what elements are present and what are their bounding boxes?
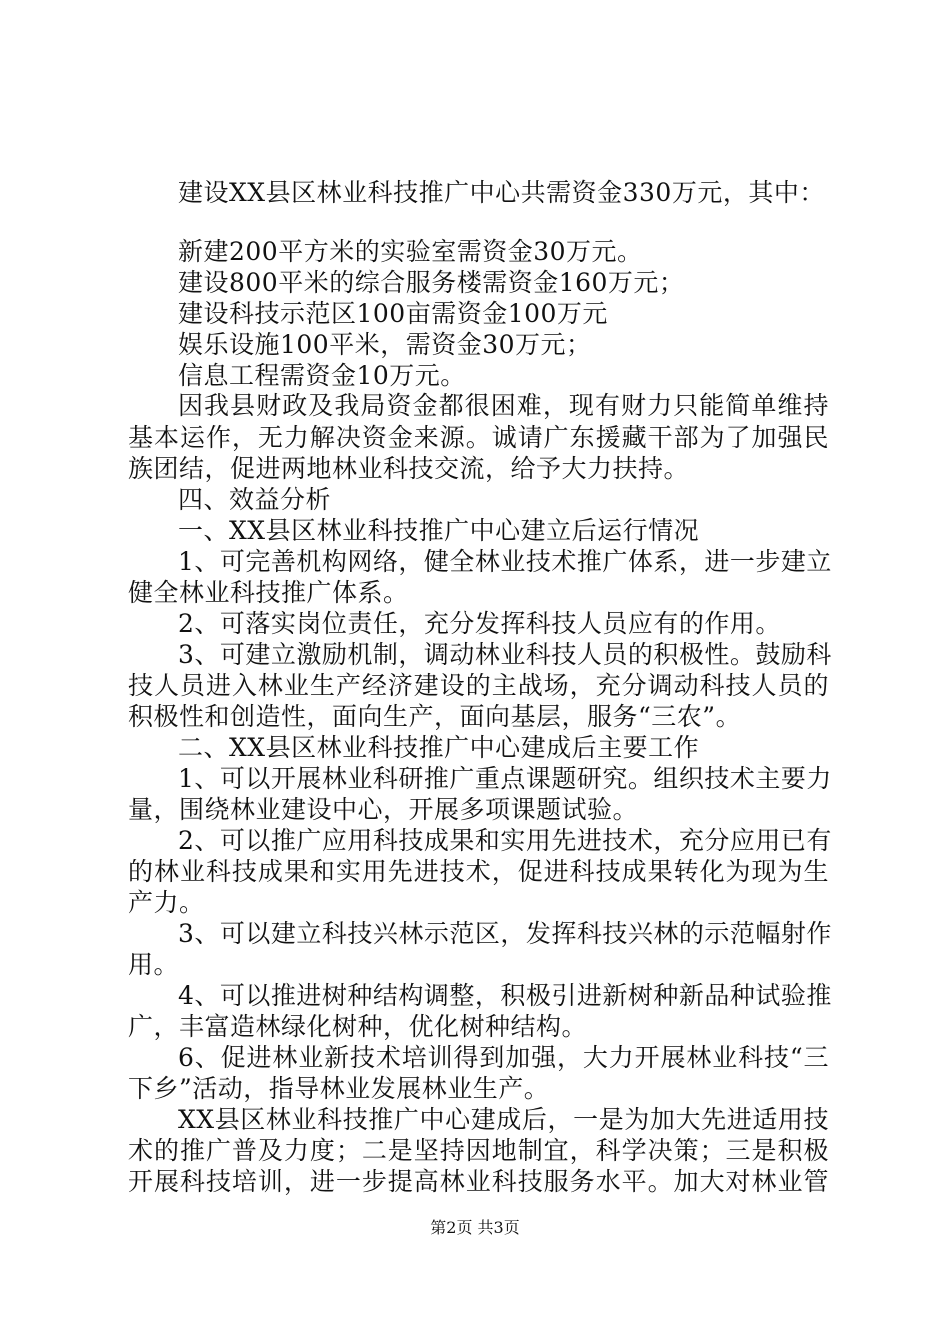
paragraph-line: 1、可以开展林业科研推广重点课题研究。组织技术主要力 — [178, 764, 832, 793]
section-heading: 一、XX县区林业科技推广中心建立后运行情况 — [178, 516, 700, 545]
paragraph-line: 4、可以推进树种结构调整，积极引进新树种新品种试验推 — [178, 981, 832, 1010]
paragraph-line: 开展科技培训，进一步提高林业科技服务水平。加大对林业管 — [128, 1167, 829, 1196]
paragraph-line: 3、可建立激励机制，调动林业科技人员的积极性。鼓励科 — [178, 640, 832, 669]
paragraph-line: 因我县财政及我局资金都很困难，现有财力只能简单维持 — [178, 391, 829, 420]
paragraph-line: 用。 — [128, 950, 180, 979]
paragraph-line: 技人员进入林业生产经济建设的主战场，充分调动科技人员的 — [128, 671, 829, 700]
paragraph-line: 健全林业科技推广体系。 — [128, 578, 409, 607]
paragraph-line: 广，丰富造林绿化树种，优化树种结构。 — [128, 1012, 588, 1041]
paragraph-line: 的林业科技成果和实用先进技术，促进科技成果转化为现为生 — [128, 857, 829, 886]
paragraph-line: 建设XX县区林业科技推广中心共需资金330万元，其中： — [178, 178, 825, 207]
paragraph-line: 建设科技示范区100亩需资金100万元 — [178, 299, 608, 328]
paragraph-line: 建设800平米的综合服务楼需资金160万元； — [178, 268, 685, 297]
paragraph-line: 3、可以建立科技兴林示范区，发挥科技兴林的示范幅射作 — [178, 919, 832, 948]
paragraph-line: 下乡”活动，指导林业发展林业生产。 — [128, 1074, 550, 1103]
paragraph-line: 娱乐设施100平米，需资金30万元； — [178, 330, 592, 359]
page-number-footer: 第2页 共3页 — [430, 1218, 520, 1237]
paragraph-line: 积极性和创造性，面向生产，面向基层，服务“三农”。 — [128, 702, 742, 731]
paragraph-line: 6、促进林业新技术培训得到加强，大力开展林业科技“三 — [178, 1043, 829, 1072]
paragraph-line: 2、可落实岗位责任，充分发挥科技人员应有的作用。 — [178, 609, 781, 638]
section-heading: 二、XX县区林业科技推广中心建成后主要工作 — [178, 733, 700, 762]
paragraph-line: 新建200平方米的实验室需资金30万元。 — [178, 237, 643, 266]
paragraph-line: XX县区林业科技推广中心建成后，一是为加大先进适用技 — [178, 1105, 829, 1134]
paragraph-line: 1、可完善机构网络，健全林业技术推广体系，进一步建立 — [178, 547, 832, 576]
section-heading: 四、效益分析 — [178, 485, 332, 514]
paragraph-line: 术的推广普及力度；二是坚持因地制宜，科学决策；三是积极 — [128, 1136, 829, 1165]
paragraph-line: 2、可以推广应用科技成果和实用先进技术，充分应用已有 — [178, 826, 832, 855]
paragraph-line: 信息工程需资金10万元。 — [178, 361, 466, 390]
paragraph-line: 族团结，促进两地林业科技交流，给予大力扶持。 — [128, 454, 690, 483]
paragraph-line: 基本运作，无力解决资金来源。诚请广东援藏干部为了加强民 — [128, 423, 829, 452]
paragraph-line: 量，围绕林业建设中心，开展多项课题试验。 — [128, 795, 639, 824]
paragraph-line: 产力。 — [128, 888, 205, 917]
